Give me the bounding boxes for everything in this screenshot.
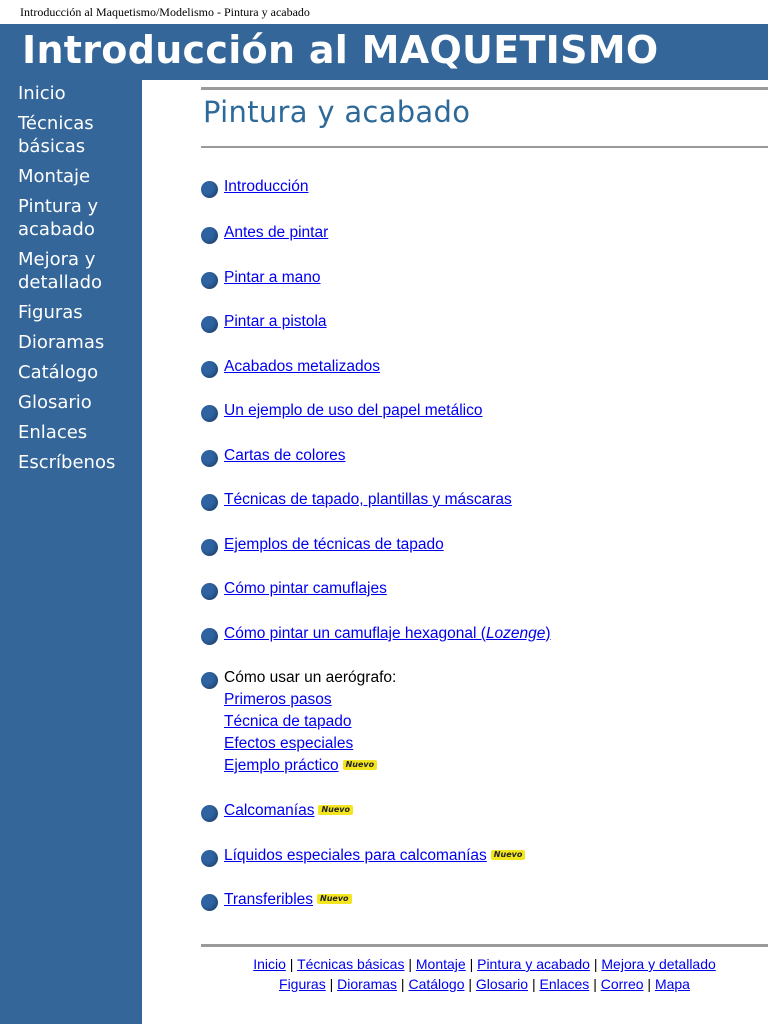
- sidebar-item-montaje[interactable]: Montaje: [18, 166, 91, 187]
- sidebar-item-catalogo[interactable]: Catálogo: [18, 362, 99, 383]
- list-item: [201, 623, 551, 645]
- bullet-icon: [201, 405, 218, 422]
- bullet-icon: [201, 181, 218, 198]
- nuevo-badge: Nuevo: [317, 894, 352, 904]
- sidebar-item-escribenos[interactable]: Escríbenos: [18, 452, 116, 473]
- nuevo-badge: Nuevo: [491, 850, 526, 860]
- footer-link-catalogo[interactable]: Catálogo: [408, 975, 465, 992]
- top-divider: [201, 87, 768, 90]
- sidebar-nav: [0, 82, 142, 481]
- link-tecnica-de-tapado[interactable]: Técnica de tapado: [224, 713, 352, 730]
- footer-separator: |: [400, 975, 405, 992]
- bullet-icon: [201, 494, 218, 511]
- link-acabados-metalizados[interactable]: Acabados metalizados: [224, 358, 380, 375]
- footer-nav: [201, 955, 768, 994]
- footer-separator: |: [593, 975, 597, 992]
- main-content: [146, 80, 768, 1024]
- footer-separator: |: [593, 956, 598, 972]
- footer-separator: |: [531, 975, 536, 992]
- link-liquidos-calcomanias[interactable]: Líquidos especiales para calcomanías: [224, 847, 487, 864]
- bullet-icon: [201, 539, 218, 556]
- footer-separator: |: [469, 956, 474, 972]
- sidebar-item-pintura-y-acabado[interactable]: Pintura y acabado: [18, 196, 99, 240]
- list-item: [201, 176, 308, 198]
- bullet-icon: [201, 672, 218, 689]
- link-ejemplos-de-tapado[interactable]: Ejemplos de técnicas de tapado: [224, 536, 444, 553]
- footer-row-2: [201, 975, 768, 995]
- site-title: Introducción al MAQUETISMO: [22, 28, 659, 72]
- list-item: [201, 222, 328, 244]
- footer-link-glosario[interactable]: Glosario: [475, 975, 529, 992]
- footer-link-montaje[interactable]: Montaje: [415, 956, 466, 972]
- link-papel-metalico[interactable]: Un ejemplo de uso del papel metálico: [224, 402, 483, 419]
- list-item: [201, 400, 483, 422]
- footer-divider: [201, 944, 768, 947]
- footer-link-mapa[interactable]: Mapa: [654, 975, 690, 992]
- bullet-icon: [201, 628, 218, 645]
- link-antes-de-pintar[interactable]: Antes de pintar: [224, 224, 329, 241]
- list-item: [201, 578, 387, 600]
- footer-link-correo[interactable]: Correo: [600, 975, 644, 992]
- footer-link-pintura-y-acabado[interactable]: Pintura y acabado: [477, 956, 590, 972]
- list-item: [201, 534, 444, 556]
- link-primeros-pasos[interactable]: Primeros pasos: [224, 691, 332, 708]
- nuevo-badge: Nuevo: [318, 805, 353, 815]
- footer-link-mejora-y-detallado[interactable]: Mejora y detallado: [601, 956, 716, 972]
- list-item: [201, 800, 353, 822]
- bullet-icon: [201, 316, 218, 333]
- link-camuflaje-hexagonal-pre: Cómo pintar un camuflaje hexagonal (: [224, 625, 486, 642]
- list-item: [201, 311, 327, 333]
- page-title: Pintura y acabado: [203, 95, 471, 129]
- link-camuflaje-hexagonal-post: ): [545, 625, 551, 642]
- bullet-icon: [201, 272, 218, 289]
- list-item: [201, 356, 380, 378]
- link-transferibles[interactable]: Transferibles: [224, 891, 314, 908]
- aerografo-heading: Cómo usar un aerógrafo:: [224, 669, 397, 686]
- bullet-icon: [201, 805, 218, 822]
- nuevo-badge: Nuevo: [343, 760, 378, 770]
- sidebar-item-figuras[interactable]: Figuras: [18, 302, 83, 323]
- sidebar-item-mejora-y-detallado[interactable]: Mejora y detallado: [18, 249, 103, 293]
- link-ejemplo-practico[interactable]: Ejemplo práctico: [224, 757, 339, 774]
- sidebar-item-tecnicas-basicas[interactable]: Técnicas básicas: [18, 113, 94, 157]
- list-item: [201, 445, 345, 467]
- link-pintar-a-pistola[interactable]: Pintar a pistola: [224, 313, 327, 330]
- footer-row-1: [201, 955, 768, 975]
- list-item: [201, 889, 352, 911]
- footer-separator: |: [329, 975, 334, 992]
- sidebar-item-enlaces[interactable]: Enlaces: [18, 422, 88, 443]
- bullet-icon: [201, 450, 218, 467]
- list-item: [201, 667, 396, 777]
- link-calcomanias[interactable]: Calcomanías: [224, 802, 315, 819]
- link-camuflaje-hexagonal[interactable]: [224, 625, 551, 642]
- sidebar-item-dioramas[interactable]: Dioramas: [18, 332, 105, 353]
- site-banner: [0, 24, 768, 80]
- footer-separator: |: [647, 975, 652, 992]
- footer-separator: |: [408, 956, 412, 972]
- bullet-icon: [201, 850, 218, 867]
- footer-separator: |: [468, 975, 473, 992]
- link-pintar-camuflajes[interactable]: Cómo pintar camuflajes: [224, 580, 387, 597]
- bullet-icon: [201, 894, 218, 911]
- link-efectos-especiales[interactable]: Efectos especiales: [224, 735, 354, 752]
- footer-link-tecnicas-basicas[interactable]: Técnicas básicas: [297, 956, 405, 972]
- list-item: [201, 267, 321, 289]
- bullet-icon: [201, 227, 218, 244]
- link-cartas-de-colores[interactable]: Cartas de colores: [224, 447, 346, 464]
- footer-link-dioramas[interactable]: Dioramas: [337, 975, 398, 992]
- bullet-icon: [201, 361, 218, 378]
- link-camuflaje-hexagonal-em: Lozenge: [485, 625, 546, 642]
- sidebar-item-inicio[interactable]: Inicio: [18, 83, 66, 104]
- title-divider: [201, 146, 768, 148]
- list-item: [201, 845, 525, 867]
- footer-link-enlaces[interactable]: Enlaces: [539, 975, 590, 992]
- list-item: [201, 489, 512, 511]
- link-tecnicas-de-tapado[interactable]: Técnicas de tapado, plantillas y máscaras: [224, 491, 512, 508]
- link-introduccion[interactable]: Introducción: [224, 178, 309, 195]
- window-title: Introducción al Maquetismo/Modelismo - Pintura y acabado: [0, 0, 768, 24]
- link-pintar-a-mano[interactable]: Pintar a mano: [224, 269, 321, 286]
- sidebar-item-glosario[interactable]: Glosario: [18, 392, 92, 413]
- bullet-icon: [201, 583, 218, 600]
- footer-separator: |: [289, 956, 294, 972]
- footer-link-inicio[interactable]: Inicio: [253, 956, 286, 972]
- footer-link-figuras[interactable]: Figuras: [279, 975, 326, 992]
